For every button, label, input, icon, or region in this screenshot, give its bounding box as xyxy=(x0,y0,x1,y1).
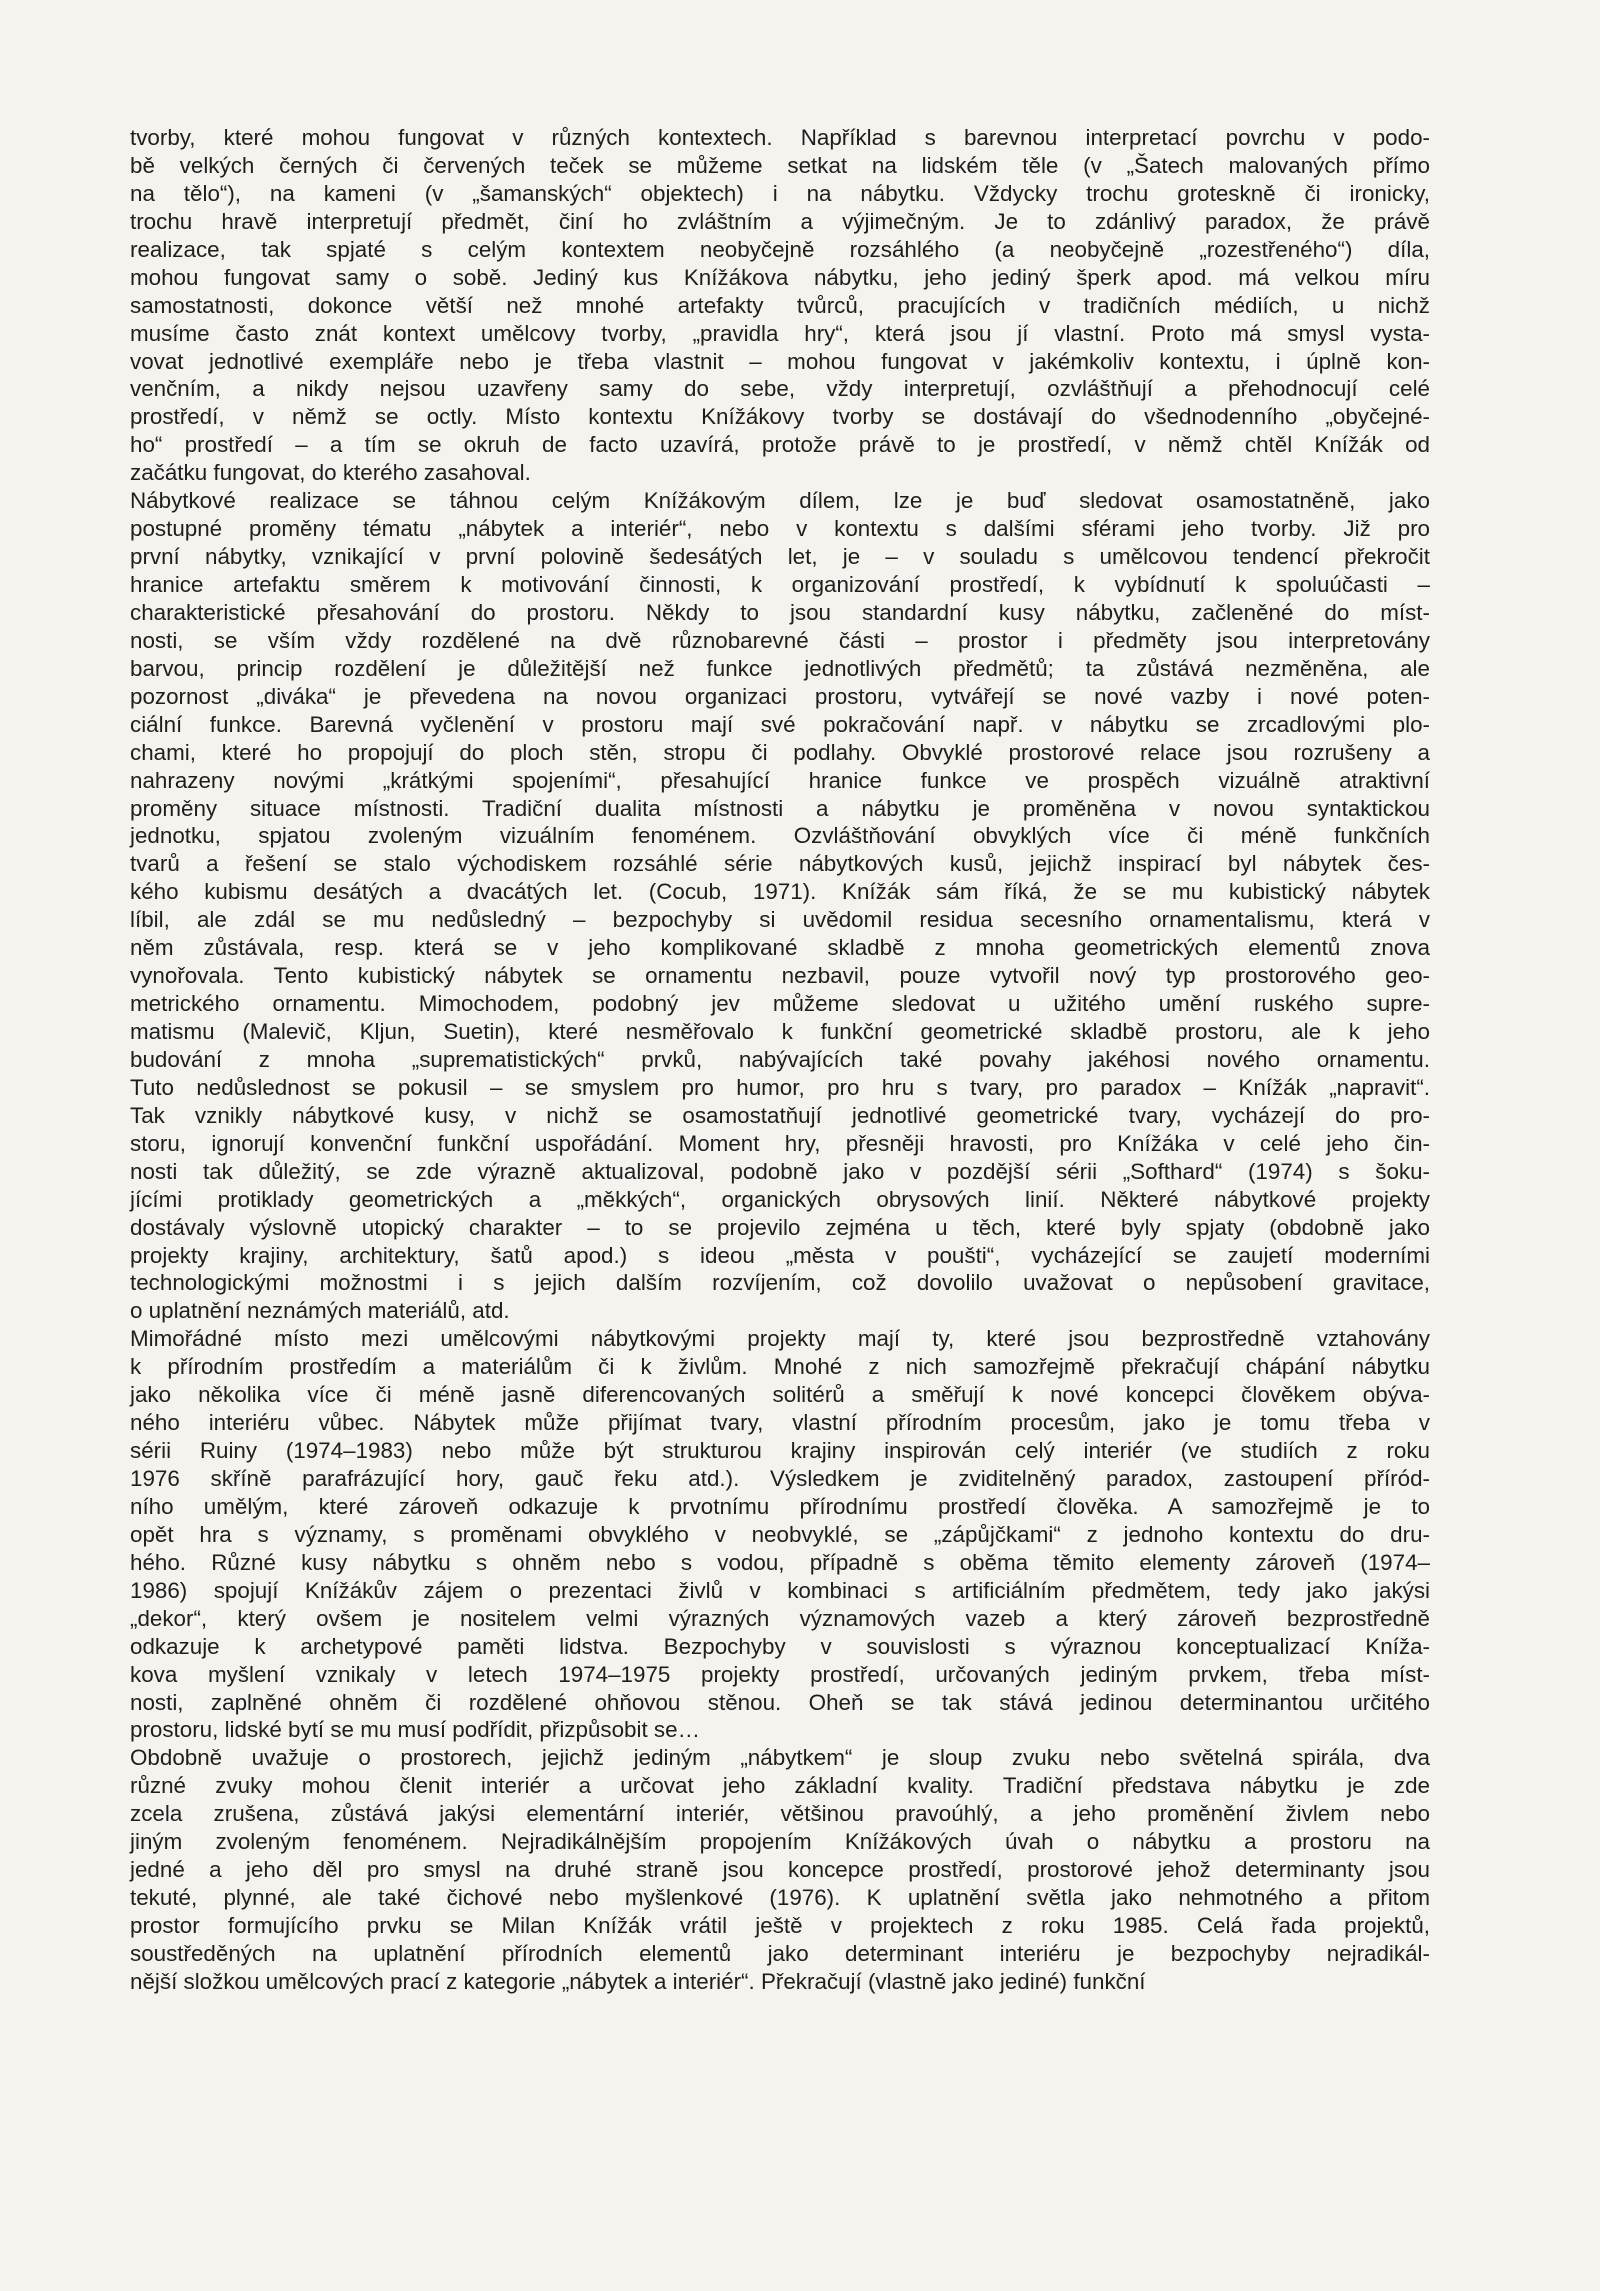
text-line: ciální funkce. Barevná vyčlenění v prostoru mají své pokračování např. v nábytku se zrcadlovými plo- xyxy=(130,711,1430,737)
text-line: prostředí, v němž se octly. Místo kontextu Knížákovy tvorby se dostávají do všednodenního „obyčejné- xyxy=(130,404,1430,430)
text-line: kého kubismu desátých a dvacátých let. (Cocub, 1971). Knížák sám říká, že se mu kubistický nábytek xyxy=(130,879,1430,905)
text-line: matismu (Malevič, Kljun, Suetin), které nesměřovalo k funkční geometrické skladbě prostoru, ale k jeho xyxy=(130,1019,1430,1044)
text-line: začátku fungovat, do kterého zasahoval. xyxy=(130,460,531,486)
text-line: nosti, se vším vždy rozdělené na dvě různobarevné části – prostor i předměty jsou interpretovány xyxy=(130,627,1430,653)
paragraph xyxy=(130,124,1430,487)
text-line: budování z mnoha „suprematistických“ prvků, nabývajících také povahy jakéhosi nového ornamentu. xyxy=(130,1046,1430,1072)
text-line: projekty krajiny, architektury, šatů apod.) s ideou „města v poušti“, vycházející se zaujetí moderními xyxy=(130,1242,1430,1268)
text-line: různé zvuky mohou členit interiér a určovat jeho základní kvality. Tradiční představa nábytku je zde xyxy=(130,1773,1430,1799)
text-line: nosti tak důležitý, se zde výrazně aktualizoval, podobně jako v pozdější sérii „Softhard“ (1974) s šoku- xyxy=(130,1158,1430,1184)
text-line: chami, které ho propojují do ploch stěn, stropu či podlahy. Obvyklé prostorové relace jsou rozrušeny a xyxy=(130,739,1430,765)
paragraph xyxy=(130,1744,1430,1995)
text-line: pozornost „diváka“ je převedena na novou organizaci prostoru, vytvářejí se nové vazby i nové poten- xyxy=(130,683,1430,709)
text-column xyxy=(130,124,1430,1996)
text-line: něm zůstávala, resp. která se v jeho komplikované skladbě z mnoha geometrických elementů znova xyxy=(130,935,1430,961)
text-line: nější složkou umělcových prací z kategorie „nábytek a interiér“. Překračují (vlastně jako jediné) funkční xyxy=(130,1968,1146,1994)
text-line: charakteristické přesahování do prostoru. Někdy to jsou standardní kusy nábytku, začleněné do míst- xyxy=(130,599,1430,625)
text-line: hého. Různé kusy nábytku s ohněm nebo s vodou, případně s oběma těmito elementy zároveň (1974– xyxy=(130,1549,1430,1575)
text-line: technologickými možnostmi i s jejich dalším rozvíjením, což dovolilo uvažovat o nepůsobení gravitace, xyxy=(130,1270,1430,1296)
text-line: odkazuje k archetypové paměti lidstva. Bezpochyby v souvislosti s výraznou konceptualizací Kníža- xyxy=(130,1633,1430,1659)
text-line: nahrazeny novými „krátkými spojeními“, přesahující hranice funkce ve prospěch vizuálně atraktivní xyxy=(130,767,1430,793)
text-line: storu, ignorují konvenční funkční uspořádání. Moment hry, přesněji hravosti, pro Knížáka v celé jeho čin- xyxy=(130,1130,1430,1156)
text-line: „dekor“, který ovšem je nositelem velmi výrazných významových vazeb a který zároveň bezprostředně xyxy=(130,1605,1430,1631)
text-line: tekuté, plynné, ale také čichové nebo myšlenkové (1976). K uplatnění světla jako nehmotného a přitom xyxy=(130,1885,1430,1911)
text-line: hranice artefaktu směrem k motivování činnosti, k organizování prostředí, k vybídnutí k spoluúčasti – xyxy=(130,572,1430,597)
text-line: soustředěných na uplatnění přírodních elementů jako determinant interiéru je bezpochyby nejradikál- xyxy=(130,1940,1430,1966)
text-line: sérii Ruiny (1974–1983) nebo může být strukturou krajiny inspirován celý interiér (ve studiích z roku xyxy=(130,1438,1430,1464)
text-line: 1986) spojují Knížákův zájem o prezentaci živlů v kombinaci s artificiálním předmětem, tedy jako jakýsi xyxy=(130,1577,1430,1603)
text-line: nosti, zaplněné ohněm či rozdělené ohňovou stěnou. Oheň se tak stává jedinou determinantou určitého xyxy=(130,1689,1430,1715)
text-line: jícími protiklady geometrických a „měkkých“, organických obrysových linií. Některé nábytkové projekty xyxy=(130,1186,1430,1212)
text-line: jako několika více či méně jasně diferencovaných solitérů a směřují k nové koncepci člověkem obýva- xyxy=(130,1382,1430,1408)
text-line: tvorby, které mohou fungovat v různých kontextech. Například s barevnou interpretací povrchu v podo- xyxy=(130,125,1430,150)
text-line: jednotku, spjatou zvoleným vizuálním fenoménem. Ozvláštňování obvyklých více či méně funkčních xyxy=(130,823,1430,849)
text-line: o uplatnění neznámých materiálů, atd. xyxy=(130,1298,510,1324)
text-line: opět hra s významy, s proměnami obvyklého v neobvyklé, se „zápůjčkami“ z jednoho kontextu do dru- xyxy=(130,1521,1430,1547)
text-line: dostávaly výslovně utopický charakter – to se projevilo zejména u těch, které byly spjaty (obdobně jako xyxy=(130,1214,1430,1240)
paragraph xyxy=(130,487,1430,1325)
text-line: 1976 skříně parafrázující hory, gauč řeku atd.). Výsledkem je zviditelněný paradox, zastoupení příród- xyxy=(130,1466,1430,1491)
text-line: tvarů a řešení se stalo východiskem rozsáhlé série nábytkových kusů, jejichž inspirací byl nábytek čes- xyxy=(130,851,1430,877)
text-line: venčním, a nikdy nejsou uzavřeny samy do sebe, vždy interpretují, ozvláštňují a přehodnocují celé xyxy=(130,376,1430,402)
text-line: jedné a jeho děl pro smysl na druhé straně jsou koncepce prostředí, prostorové jehož determinanty jsou xyxy=(130,1857,1430,1883)
text-line: bě velkých černých či červených teček se můžeme setkat na lidském těle (v „Šatech malovaných přímo xyxy=(130,152,1430,178)
text-line: prostor formujícího prvku se Milan Knížák vrátil ještě v projektech z roku 1985. Celá řada projektů, xyxy=(130,1913,1430,1938)
text-line: Obdobně uvažuje o prostorech, jejichž jediným „nábytkem“ je sloup zvuku nebo světelná spirála, dva xyxy=(130,1745,1430,1771)
text-line: Tuto nedůslednost se pokusil – se smyslem pro humor, pro hru s tvary, pro paradox – Knížák „napravit“. xyxy=(130,1074,1430,1100)
text-line: ho“ prostředí – a tím se okruh de facto uzavírá, protože právě to je prostředí, v němž chtěl Knížák od xyxy=(130,432,1430,458)
text-line: vovat jednotlivé exempláře nebo je třeba vlastnit – mohou fungovat v jakémkoliv kontextu, i úplně kon- xyxy=(130,348,1430,374)
text-line: ního umělým, které zároveň odkazuje k prvotnímu přírodnímu prostředí člověka. A samozřejmě je to xyxy=(130,1493,1430,1519)
text-line: první nábytky, vznikající v první polovině šedesátých let, je – v souladu s umělcovou tendencí překročit xyxy=(130,544,1430,570)
text-line: musíme často znát kontext umělcovy tvorby, „pravidla hry“, která jsou jí vlastní. Proto má smysl vysta- xyxy=(130,320,1430,346)
text-line: proměny situace místnosti. Tradiční dualita místnosti a nábytku je proměněna v novou syntaktickou xyxy=(130,795,1430,821)
text-line: prostoru, lidské bytí se mu musí podřídit, přizpůsobit se… xyxy=(130,1717,700,1743)
text-line: ného interiéru vůbec. Nábytek může přijímat tvary, vlastní přírodním procesům, jako je tomu třeba v xyxy=(130,1410,1430,1436)
text-line: mohou fungovat samy o sobě. Jediný kus Knížákova nábytku, jeho jediný šperk apod. má velkou míru xyxy=(130,264,1430,290)
text-line: zcela zrušena, zůstává jakýsi elementární interiér, většinou pravoúhlý, a jeho proměnění živlem nebo xyxy=(130,1801,1430,1827)
text-line: samostatnosti, dokonce větší než mnohé artefakty tvůrců, pracujících v tradičních médiích, u nichž xyxy=(130,292,1430,318)
text-line: metrického ornamentu. Mimochodem, podobný jev můžeme sledovat u užitého umění ruského supre- xyxy=(130,991,1430,1017)
text-line: k přírodním prostředím a materiálům či k živlům. Mnohé z nich samozřejmě překračují chápání nábytku xyxy=(130,1354,1430,1380)
text-line: Tak vznikly nábytkové kusy, v nichž se osamostatňují jednotlivé geometrické tvary, vycházejí do pro- xyxy=(130,1102,1430,1128)
text-line: vynořovala. Tento kubistický nábytek se ornamentu nezbavil, pouze vytvořil nový typ prostorového geo- xyxy=(130,963,1430,989)
text-line: Mimořádné místo mezi umělcovými nábytkovými projekty mají ty, které jsou bezprostředně vztahovány xyxy=(130,1326,1430,1352)
text-line: barvou, princip rozdělení je důležitější než funkce jednotlivých předmětů; ta zůstává nezměněna, ale xyxy=(130,655,1430,681)
text-line: trochu hravě interpretují předmět, činí ho zvláštním a výjimečným. Je to zdánlivý paradox, že právě xyxy=(130,208,1430,234)
text-line: kova myšlení vznikaly v letech 1974–1975 projekty prostředí, určovaných jediným prvkem, třeba míst- xyxy=(130,1661,1430,1687)
text-line: na tělo“), na kameni (v „šamanských“ objektech) i na nábytku. Vždycky trochu groteskně či ironicky, xyxy=(130,180,1430,206)
text-line: líbil, ale zdál se mu nedůsledný – bezpochyby si uvědomil residua secesního ornamentalismu, která v xyxy=(130,907,1430,933)
text-line: postupné proměny tématu „nábytek a interiér“, nebo v kontextu s dalšími sférami jeho tvorby. Již pro xyxy=(130,516,1430,542)
paragraph xyxy=(130,1325,1430,1744)
text-line: Nábytkové realizace se táhnou celým Knížákovým dílem, lze je buď sledovat osamostatněně, jako xyxy=(130,488,1430,514)
text-line: jiným zvoleným fenoménem. Nejradikálnějším propojením Knížákových úvah o nábytku a prostoru na xyxy=(130,1829,1430,1855)
text-line: realizace, tak spjaté s celým kontextem neobyčejně rozsáhlého (a neobyčejně „rozestřeného“) díla, xyxy=(130,236,1430,262)
